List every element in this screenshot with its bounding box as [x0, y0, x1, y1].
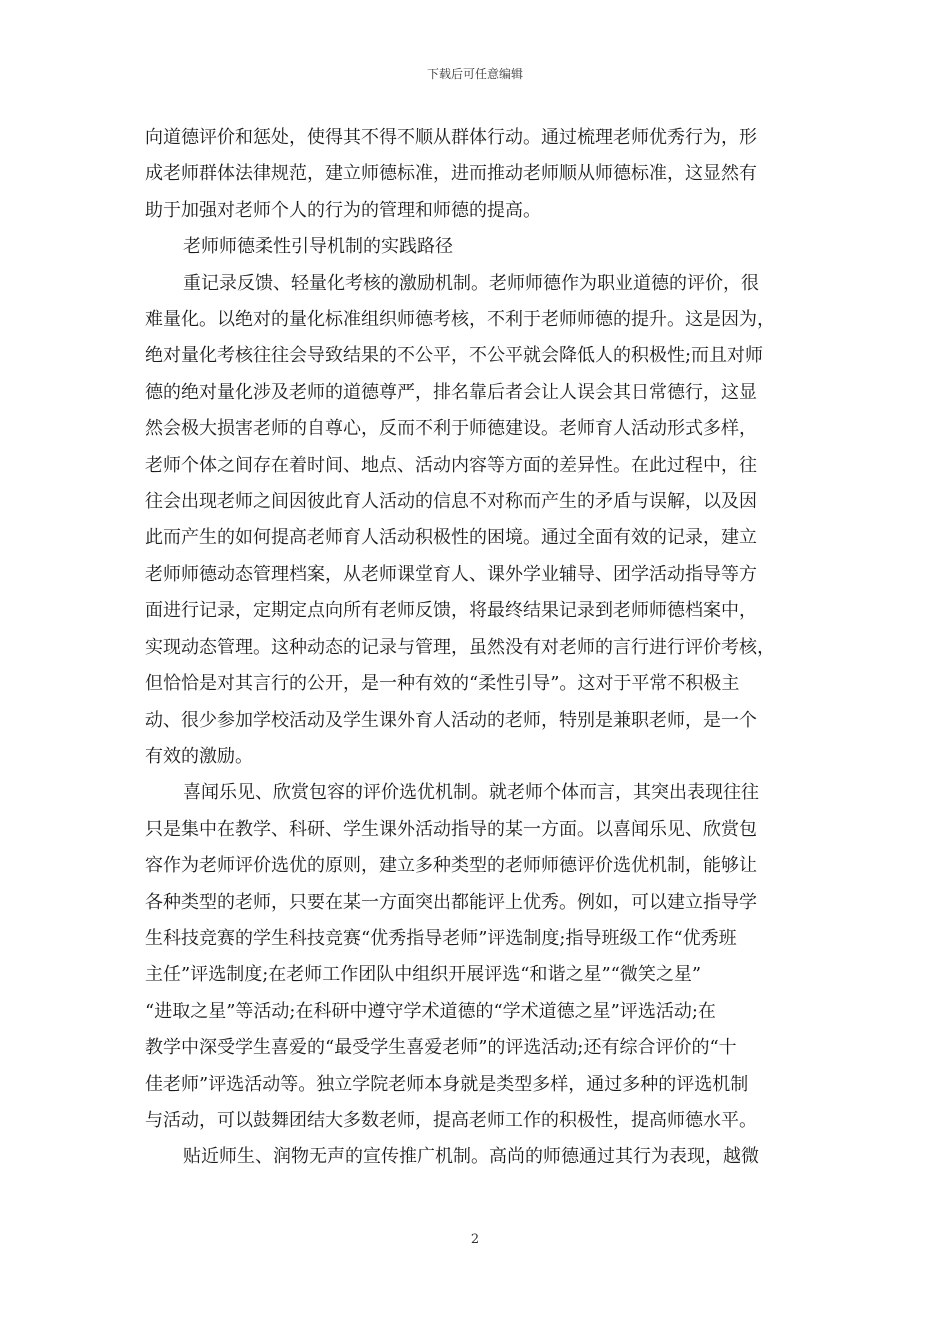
paragraph-line: 但恰恰是对其言行的公开，是一种有效的“柔性引导”。这对于平常不积极主 — [145, 673, 740, 695]
paragraph-line: 此而产生的如何提高老师育人活动积极性的困境。通过全面有效的记录，建立 — [145, 527, 757, 549]
paragraph-line: 各种类型的老师，只要在某一方面突出都能评上优秀。例如，可以建立指导学 — [145, 891, 757, 913]
paragraph-line: 老师个体之间存在着时间、地点、活动内容等方面的差异性。在此过程中，往 — [145, 454, 757, 476]
paragraph-line: 动、很少参加学校活动及学生课外育人活动的老师，特别是兼职老师，是一个 — [145, 709, 757, 731]
paragraph-line: 面进行记录，定期定点向所有老师反馈，将最终结果记录到老师师德档案中， — [145, 600, 757, 622]
paragraph-line: 向道德评价和惩处，使得其不得不顺从群体行动。通过梳理老师优秀行为，形 — [145, 127, 757, 148]
paragraph-line: “进取之星”等活动;在科研中遵守学术道德的“学术道德之星”评选活动;在 — [145, 1000, 716, 1022]
paragraph-line: 生科技竞赛的学生科技竞赛“优秀指导老师”评选制度;指导班级工作“优秀班 — [145, 927, 737, 949]
paragraph-line: 德的绝对量化涉及老师的道德尊严，排名靠后者会让人误会其日常德行，这显 — [145, 381, 757, 403]
paragraph-4 — [145, 1139, 807, 1175]
paragraph-line: 往会出现老师之间因彼此育人活动的信息不对称而产生的矛盾与误解，以及因 — [145, 491, 757, 513]
paragraph-line: 贴近师生、润物无声的宣传推广机制。高尚的师德通过其行为表现，越微 — [183, 1146, 759, 1168]
paragraph-line: 绝对量化考核往往会导致结果的不公平，不公平就会降低人的积极性;而且对师 — [145, 345, 764, 367]
paragraph-line: 实现动态管理。这种动态的记录与管理，虽然没有对老师的言行进行评价考核， — [145, 636, 775, 658]
paragraph-line: 助于加强对老师个人的行为的管理和师德的提高。 — [145, 199, 541, 221]
paragraph-line: 难量化。以绝对的量化标准组织师德考核，不利于老师师德的提升。这是因为， — [145, 309, 775, 331]
paragraph-line: 主任”评选制度;在老师工作团队中组织开展评选“和谐之星”“微笑之星” — [145, 964, 702, 986]
paragraph-line: 然会极大损害老师的自尊心，反而不利于师德建设。老师育人活动形式多样， — [145, 418, 757, 440]
paragraph-line: 教学中深受学生喜爱的“最受学生喜爱老师”的评选活动;还有综合评价的“十 — [145, 1037, 737, 1059]
paragraph-line: 喜闻乐见、欣赏包容的评价选优机制。就老师个体而言，其突出表现往往 — [183, 782, 759, 804]
paragraph-line: 容作为老师评价选优的原则，建立多种类型的老师师德评价选优机制，能够让 — [145, 855, 757, 877]
paragraph-2 — [145, 266, 807, 776]
paragraph-line: 佳老师”评选活动等。独立学院老师本身就是类型多样，通过多种的评选机制 — [145, 1073, 749, 1095]
paragraph-3 — [145, 775, 807, 1139]
page-header: 下载后可任意编辑 — [426, 67, 523, 81]
paragraph-1 — [145, 120, 807, 229]
section-heading: 老师师德柔性引导机制的实践路径 — [183, 236, 453, 258]
document-body — [145, 120, 807, 1176]
paragraph-line: 只是集中在教学、科研、学生课外活动指导的某一方面。以喜闻乐见、欣赏包 — [145, 818, 757, 840]
paragraph-line: 成老师群体法律规范，建立师德标准，进而推动老师顺从师德标准，这显然有 — [145, 163, 757, 185]
paragraph-line: 重记录反馈、轻量化考核的激励机制。老师师德作为职业道德的评价，很 — [183, 272, 759, 294]
paragraph-line: 老师师德动态管理档案，从老师课堂育人、课外学业辅导、团学活动指导等方 — [145, 563, 757, 585]
page-number: 2 — [470, 1232, 480, 1247]
paragraph-line: 有效的激励。 — [145, 745, 253, 767]
paragraph-line: 与活动，可以鼓舞团结大多数老师，提高老师工作的积极性，提高师德水平。 — [145, 1109, 757, 1131]
